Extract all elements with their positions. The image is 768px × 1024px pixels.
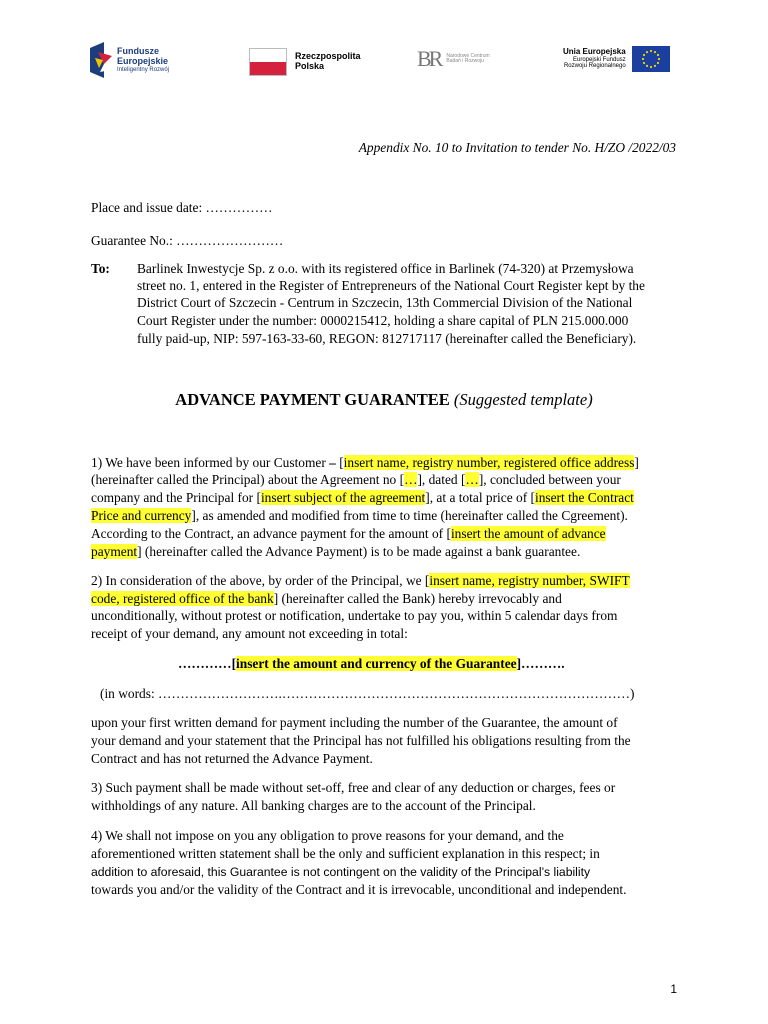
title-main: ADVANCE PAYMENT GUARANTEE bbox=[175, 390, 450, 409]
placeholder-guarantee-amount: insert the amount and currency of the Guarantee bbox=[236, 656, 517, 671]
ncbr-mark-icon: BR bbox=[417, 46, 441, 71]
placeholder-customer: insert name, registry number, registered office address bbox=[343, 455, 635, 470]
ue-line2: Europejski Fundusz bbox=[572, 56, 626, 63]
placeholder-price-currency: Price and currency bbox=[91, 508, 192, 523]
demand-line-1: upon your first written demand for payment including the number of the Guarantee, the amount of bbox=[91, 715, 618, 730]
ncbr-line1: Narodowe Centrum bbox=[446, 52, 490, 59]
placeholder-agreement-no: … bbox=[404, 472, 418, 487]
demand-line-3: Contract and has not returned the Advance Payment. bbox=[91, 751, 373, 766]
placeholder-bank: insert name, registry number, SWIFT bbox=[429, 573, 630, 588]
p2-line-4: receipt of your demand, any amount not exceeding in total: bbox=[91, 626, 408, 641]
fe-line1: Fundusze bbox=[117, 45, 159, 56]
p1-line-1: 1) We have been informed by our Customer – [insert name, registry number, registered office address] bbox=[91, 455, 639, 470]
p1-line-6: payment] (hereinafter called the Advance Payment) is to be made against a bank guarantee. bbox=[91, 544, 581, 559]
p1-line-5: According to the Contract, an advance payment for the amount of [insert the amount of advance bbox=[91, 526, 606, 541]
p3-line-2: withholdings of any nature. All banking charges are to the account of the Principal. bbox=[91, 798, 536, 813]
fundusze-europejskie-logo bbox=[90, 42, 169, 78]
p4-line-3: addition to aforesaid, this Guarantee is not contingent on the validity of the Principal’s liability bbox=[91, 865, 591, 879]
p4-line-2: aforementioned written statement shall be the only and sufficient explanation in this respect; in bbox=[91, 846, 600, 861]
place-issue-date: Place and issue date: …………… bbox=[91, 200, 273, 215]
placeholder-agreement-date: … bbox=[465, 472, 479, 487]
guarantee-number: Guarantee No.: …………………… bbox=[91, 233, 284, 248]
p3-line-1: 3) Such payment shall be made without set-off, free and clear of any deduction or charges, fees or bbox=[91, 780, 616, 795]
p2-line-1: 2) In consideration of the above, by order of the Principal, we [insert name, registry number, SWIFT bbox=[91, 573, 630, 588]
demand-line-2: your demand and your statement that the Principal has not fulfilled his obligations resulting from the bbox=[91, 733, 631, 748]
p1-line-3: company and the Principal for [insert subject of the agreement], at a total price of [insert the Contract bbox=[91, 490, 634, 505]
to-label: To: bbox=[91, 261, 110, 276]
document-title bbox=[0, 391, 768, 409]
eu-flag-icon bbox=[632, 46, 670, 72]
fe-line3: Inteligentny Rozwój bbox=[117, 66, 170, 73]
ncbr-logo bbox=[417, 46, 490, 72]
placeholder-subject: insert subject of the agreement bbox=[260, 490, 426, 505]
unia-europejska-logo bbox=[563, 46, 670, 72]
to-line-5: fully paid-up, NIP: 597-163-33-60, REGON: 812717117 (hereinafter called the Beneficiary). bbox=[137, 331, 637, 346]
appendix-reference: Appendix No. 10 to Invitation to tender No. H/ZO /2022/03 bbox=[358, 140, 676, 155]
placeholder-bank-office: code, registered office of the bank bbox=[91, 591, 274, 606]
p2-line-2: code, registered office of the bank] (hereinafter called the Bank) hereby irrevocably and bbox=[91, 591, 562, 606]
ncbr-line2: Badań i Rozwoju bbox=[446, 58, 484, 64]
ue-line1: Unia Europejska bbox=[563, 47, 626, 56]
to-line-4: Court Register under the number: 0000215412, holding a share capital of PLN 215.000.000 bbox=[137, 313, 629, 328]
to-line-3: District Court of Szczecin - Centrum in Szczecin, 13th Commercial Division of the National bbox=[137, 295, 633, 310]
placeholder-contract-price: insert the Contract bbox=[534, 490, 634, 505]
rzeczpospolita-logo bbox=[249, 48, 361, 76]
to-line-1: Barlinek Inwestycje Sp. z o.o. with its registered office in Barlinek (74-320) at Przemysłowa bbox=[137, 261, 634, 276]
logo-strip bbox=[0, 40, 768, 84]
title-sub: (Suggested template) bbox=[453, 390, 593, 409]
fe-line2: Europejskie bbox=[117, 55, 169, 66]
placeholder-payment: payment bbox=[91, 544, 138, 559]
in-words-line: (in words: ……………………….……………………………………………………………………) bbox=[100, 686, 635, 701]
guarantee-amount-line: …………[insert the amount and currency of the Guarantee]………. bbox=[178, 656, 565, 671]
page-number: 1 bbox=[670, 982, 677, 996]
ue-line3: Rozwoju Regionalnego bbox=[563, 63, 626, 70]
p1-line-4: Price and currency], as amended and modified from time to time (hereinafter called the Cgreement). bbox=[91, 508, 628, 523]
placeholder-advance-amount: insert the amount of advance bbox=[450, 526, 606, 541]
rp-line1: Rzeczpospolita bbox=[295, 51, 361, 62]
p4-line-1: 4) We shall not impose on you any obligation to prove reasons for your demand, and the bbox=[91, 828, 564, 843]
rp-line2: Polska bbox=[295, 61, 325, 71]
fe-star-icon bbox=[90, 42, 112, 78]
polish-flag-icon bbox=[249, 48, 287, 76]
to-line-2: street no. 1, entered in the Register of Entrepreneurs of the National Court Register kept by the bbox=[137, 278, 645, 293]
p1-line-2: (hereinafter called the Principal) about the Agreement no […], dated […], concluded between your bbox=[91, 472, 621, 487]
p4-line-4: towards you and/or the validity of the Contract and it is irrevocable, unconditional and independent. bbox=[91, 882, 627, 897]
p2-line-3: unconditionally, without protest or notification, undertake to pay you, within 5 calendar days from bbox=[91, 608, 618, 623]
